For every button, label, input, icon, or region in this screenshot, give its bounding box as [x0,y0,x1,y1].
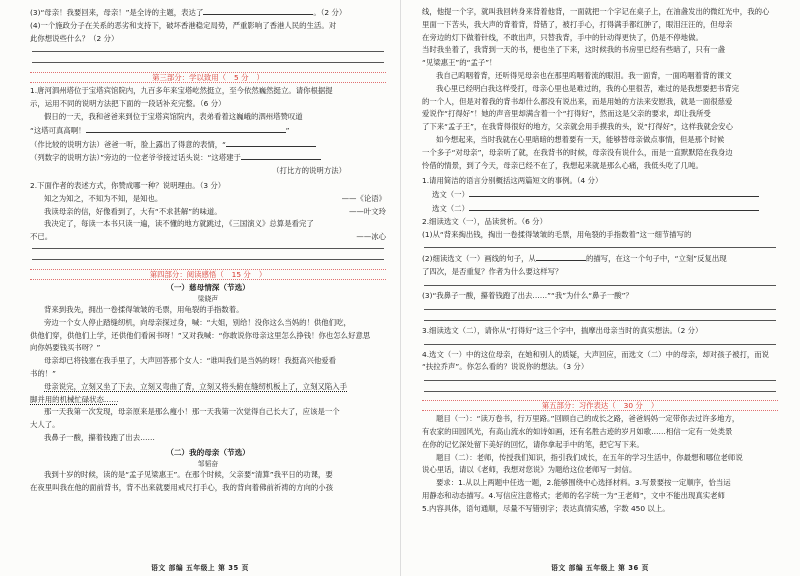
passage-line: 里面一下苦头，我大声的背着背，背错了，被打手心，打得满手都红肿了，眼泪汪汪的，但母亲 [422,19,733,29]
question-2-2: (2)细读选文（一）画线的句子，从 的描写，在这一个句子中，“立刻”反复出现 [422,254,727,264]
question-2: 2.细读选文（一），品读赏析。（6 分） [422,216,547,226]
passage-line: 在旁边的灯下做着针线，不敢出声，只替我背，手中的针动得更快了，仍是不停地做。 [422,32,703,42]
passage-line: 书的！” [30,368,57,378]
passage-line: 大人了。 [30,420,60,430]
question-2-1: (1)从“背来掏出钱，掏出一卷揉得皱皱的毛票，用龟裂的手指数着”这一细节描写的 [422,229,692,239]
passage-line: 母亲却已将钱塞在我手里了，大声回答那个女人：“谁叫我们是当妈的呀！我挺高兴他爱看 [44,356,337,366]
answer-blank[interactable] [469,202,759,211]
answer-line[interactable] [424,247,776,248]
answer-line[interactable] [424,380,776,381]
quote-line: 我决定了，每读一本书只读一遍，读不懂的地方就跳过，《三国演义》总算是看完了 [44,219,314,229]
quote-line: 不已。 ——冰心 [30,232,386,242]
passage-line: 一个多子“对母亲”，母亲听了就，在我背书的时候，母亲没有说什么，而是一直默默陪在我身边 [422,147,733,157]
passage-line: 线，他提一个字，就叫我回转身来背着他背，一面就把一个字记在桌子上，在油盏发出的微红光中，我的心 [422,7,770,16]
question-2-3: (3)“我鼻子一酸，攥着钱跑了出去……”“我”为什么“鼻子一酸”？ [422,290,633,300]
answer-line[interactable] [424,344,776,345]
passage1-author: 梁晓声 [197,294,219,303]
sec3-q1-line: 示，运用不同的说明方法把下面的一段话补充完整。（6 分） [30,99,226,109]
essay-prompt-line: 有农家的田园风光，有高山流水的如诗如画，还有名胜古迹的岁月如歌……相信一定有一处类景 [422,426,733,436]
sec3-q1-fill: （列数字的说明方法）”旁边的一位老爷爷接过话头说：“这塔建于 [30,151,386,165]
passage-line: 怜借的情景，到了今天，母亲已经不在了，我想起来就是那么心痛，我低头吃了几吨。 [422,160,703,170]
sec3-q1-note: （打比方的说明方法） [272,166,346,176]
q3-text: (3)“母亲！我要回来，母亲！”是全诗的主题，表达了 。（2 分） [30,8,347,17]
right-page [400,0,800,576]
question-2-2-cont: 了四次，是否重复？作者为什么要这样写？ [422,267,563,277]
answer-blank[interactable] [226,138,316,147]
sec3-q1-fill: （作比较的说明方法）爸爸一听，脸上露出了得意的表情，“ [30,138,386,152]
passage2-author: 邹韬奋 [197,459,219,468]
passage-line: 我到十岁的时候，读的是“孟子见梁惠王”。在那个时候，父亲要“清算”我平日的功课，要 [44,469,333,479]
answer-blank[interactable] [86,124,286,133]
answer-row: 选文（二） [422,202,778,216]
answer-line[interactable] [32,62,384,63]
passage-line: 的一个人，但是对着我的背书却什么都没有说出来，而是用她的方法来安慰我，就是一面很慈爱 [422,96,733,106]
q4-text-line2: 此你想说些什么？（2 分） [30,33,119,43]
sec3-q1-line: 1.唐河泗州塔位于宝塔宾馆院内，九百多年来宝塔屹然挺立，至今依然巍然挺立。请你根据提 [30,86,333,96]
answer-line[interactable] [424,285,776,286]
answer-blank[interactable] [203,6,313,15]
answer-line[interactable] [424,320,776,321]
passage-line: 爱说作“打得好”！她的声音里却满含着一个“打得好”，然而这是父亲的要求，却让我所受 [422,109,711,119]
answer-line[interactable] [32,51,384,52]
essay-prompt-line: 说心里话，请以《老师，我想对您说》为题给这位老师写一封信。 [422,465,637,475]
passage-line: 了下来“孟子王”，在我背得很好的地方，父亲就会用手摸我的头，说“打得好”，这样我就会安心 [422,122,733,132]
passage-line: 向你妈要钱买书呀？” [30,343,101,353]
section5-heading: 第五部分：习作表达（ 30 分 ） [422,400,778,411]
essay-requirement-line: 要求：1.从以上两题中任选一题，2.能够围绕中心选择材料。3.写景要按一定顺序，恰当运 [436,478,731,488]
passage-line: 那一天我第一次发现，母亲原来是那么瘦小！那一天我第一次觉得自己长大了，应该是一个 [44,407,340,417]
sec3-q1-line: 假日的一天，我和爸爸来到位于宝塔宾馆院内，表弟看着这巍峨的泗州塔赞叹道 [44,111,303,121]
sec3-q2-line: 2.下面作者的表述方式，你赞成哪一种？说明理由。（3 分） [30,180,226,190]
answer-blank[interactable] [241,151,321,160]
quote-line: 我读母亲的信，好像看到了，大有“不求甚解”的味道。 ——叶文玲 [44,206,386,216]
essay-requirement-line: 用静态和动态描写。4.写信应注意格式；老师的名字统一为“王老师”，文中不能出现真实老师 [422,490,725,500]
sec3-q1-fill: “这塔可真高啊！ ” [30,125,290,135]
passage-line: 旁边一个女人停止踏缝纫机，向母亲探过身，喊：“大姐，别给！没你这么当妈的！供他们吃， [44,317,351,327]
answer-blank[interactable] [536,252,586,261]
essay-prompt-line: 题目（一）：“读万卷书，行万里路。”回顾自己的成长之路，爸爸妈妈一定带你去过许多地方， [436,414,740,424]
essay-prompt-line: 在你的记忆深处留下美好的回忆，请你拿起手中的笔，把它写下来。 [422,439,644,449]
answer-blank[interactable] [469,188,759,197]
answer-line[interactable] [424,309,776,310]
page-footer: 语文 部编 五年级上 第 36 页 [551,564,649,572]
section3-heading: 第三部分：学以致用（ 5 分 ） [30,72,386,83]
passage2-title: （二）我的母亲（节选） [166,447,250,457]
passage-line: 供他们穿，供他们上学，还供他们看闲书呀！”又对我喊：“你敢说你母亲这里怎么挣钱！你也怎么好意思 [30,330,371,340]
answer-line[interactable] [32,248,384,249]
question-1: 1.请用简洁的语言分别概括这两篇短文的事例。（4 分） [422,176,603,186]
passage-line: 如今想起来，当时我就在心里暗暗的想着要有一天，能够替母亲做点事情，但是那个时候 [436,134,725,144]
question-3: 3.细读选文（二），请你从“打得好”这三个字中，揣摩出母亲当时的真实想法。（2 分） [422,325,703,335]
passage-line: “见梁惠王”的“孟子”！ [422,58,497,68]
passage-line: 当时我坐着了，我背到一天的书，便也坐了下来，这时候我的书房里已经有些暗了，只有一盏 [422,45,726,55]
passage-underlined-line: 母亲说完，立刻又坐了下去，立刻又弯曲了背，立刻又将头俯在缝纫机板上了，立刻又陷入手 [44,381,348,391]
quote-line: 知之为知之，不知为不知，是知也。 ——《论语》 [44,193,386,203]
answer-line[interactable] [424,391,776,392]
q4-text-line1: (4)一个施政分子在关系的恶劣和支持下，破坏香港稳定局势，严重影响了香港人民的生活。对 [30,20,337,30]
passage-line: 我自己呜咽着背，还听得见母亲也在那里呜咽着流的眼泪。我一面背，一面呜咽着背的课文 [436,70,732,80]
answer-row: 选文（一） [422,188,778,202]
answer-line[interactable] [32,259,384,260]
section4-heading: 第四部分：阅读感悟（ 15 分 ） [30,269,386,280]
question-4-cont: “扶拉乔声”。你怎么看的？说说你的想法。（3 分） [422,362,589,372]
essay-prompt-line: 题目（二）：老师，传授我们知识，指引我们成长，在五年的学习生活中，你最想和哪位老师说 [436,452,743,462]
passage-underlined-line: 脚并用的机械忙碌状态…… [30,394,119,404]
passage-line: 背来到我先，拥出一卷揉得皱皱的毛票，用龟裂的手指数着。 [44,304,244,314]
passage-line: 我心里已经明白我这样受打，母亲心里也是难过的，我的心里很苦，难过的是我想要把书背完 [436,83,740,93]
passage1-title: （一）慈母情深（节选） [166,282,250,292]
question-4: 4.选文（一）中的这位母亲，在她和别人的质疑，大声回应，而选文（二）中的母亲，却对孩子被打，而说 [422,349,770,359]
essay-requirement-line: 5.内容具体，语句通顺，尽量不写错别字；表达真情实感，字数 450 以上。 [422,503,670,513]
passage-line: 我鼻子一酸，攥着钱跑了出去…… [44,432,155,442]
page-footer: 语文 部编 五年级上 第 35 页 [151,564,249,572]
passage-line: 在夜里叫我在他的面前背书，背不出来就要用戒尺打手心，我的背向着佛前祈祷的方向的小孩 [30,482,334,492]
